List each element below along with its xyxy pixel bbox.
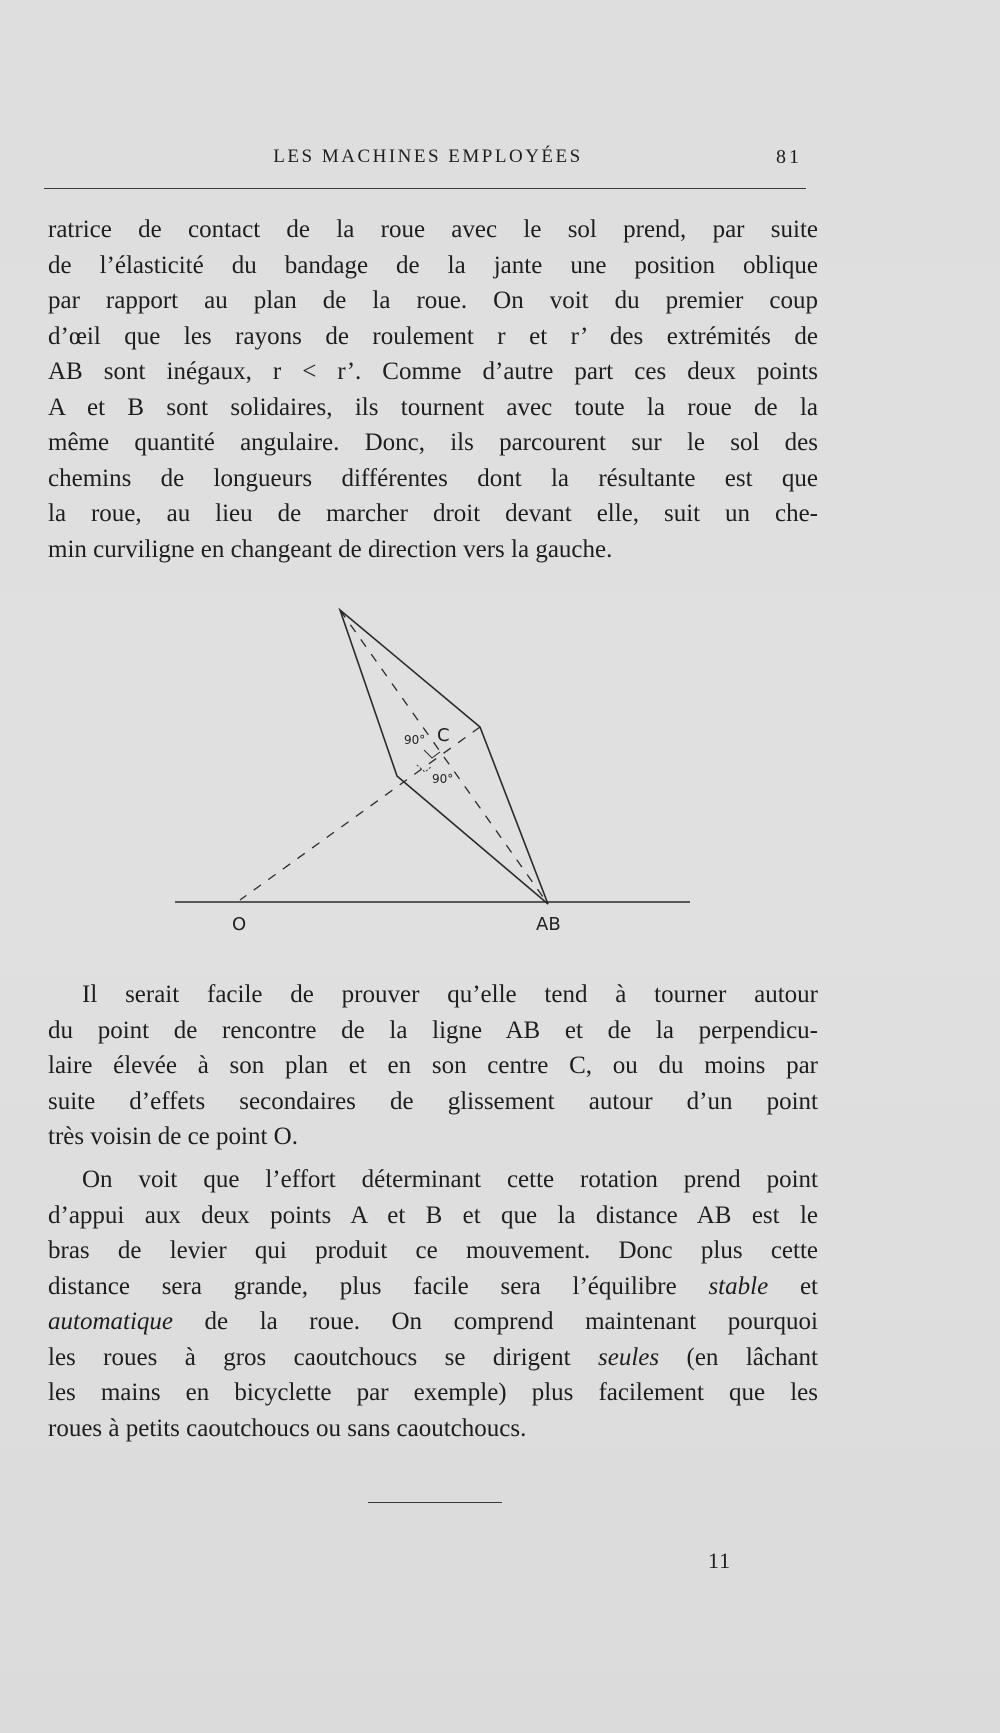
paragraph-1 (48, 212, 818, 567)
text-line: très voisin de ce point O. (48, 1123, 298, 1150)
emphasis-automatique: automatique (48, 1308, 173, 1335)
dashed-perpendicular (240, 727, 480, 900)
text-line: par rapport au plan de la roue. On voit du premier coup (48, 287, 818, 314)
text-line: bras de levier qui produit ce mouvement. Donc plus cette (48, 1237, 818, 1264)
paragraph-2 (48, 977, 818, 1155)
emphasis-stable: stable (708, 1272, 769, 1300)
text-line (48, 1340, 818, 1376)
text-line: min curviligne en changeant de direction vers la gauche. (48, 535, 613, 563)
text-run: distance sera grande, plus facile sera l’équilibre (48, 1272, 709, 1300)
angle-label: 90° (404, 733, 426, 747)
label-ab: AB (536, 914, 561, 935)
text-line: d’œil que les rayons de roulement r et r’ des extrémités de (48, 322, 818, 350)
geometric-figure (170, 600, 700, 940)
text-line (48, 1269, 818, 1305)
text-line: ratrice de contact de la roue avec le sol prend, par suite (48, 216, 818, 243)
signature-mark: 11 (708, 1548, 732, 1573)
text-line: AB sont inégaux, r < r’. Comme d’autre part ces deux points (48, 358, 818, 385)
section-end-rule (368, 1502, 502, 1503)
page-number: 81 (776, 146, 802, 168)
text-line: laire élevée à son plan et en son centre C, ou du moins par (48, 1052, 818, 1079)
text-line: suite d’effets secondaires de glissement autour d’un point (48, 1087, 818, 1115)
text-run: les roues à gros caoutchoucs se dirigent (48, 1343, 598, 1371)
text-line: Il serait facile de prouver qu’elle tend à tourner autour (82, 981, 818, 1008)
text-line: les mains en bicyclette par exemple) plus facilement que les (48, 1379, 818, 1406)
text-line: roues à petits caoutchoucs ou sans caoutchoucs. (48, 1414, 527, 1442)
label-o: O (232, 914, 247, 935)
angle-label: 90° (432, 772, 454, 786)
dashed-axis (340, 610, 548, 904)
paragraph-3 (48, 1162, 818, 1446)
running-title: LES MACHINES EMPLOYÉES (273, 146, 583, 167)
text-line: chemins de longueurs différentes dont la résultante est que (48, 464, 818, 492)
text-run: de la roue. On comprend maintenant pourquoi (173, 1308, 818, 1335)
text-line: même quantité angulaire. Donc, ils parcourent sur le sol des (48, 429, 818, 456)
text-line: On voit que l’effort déterminant cette rotation prend point (82, 1166, 818, 1193)
header-rule (44, 188, 806, 189)
text-run: (en lâchant (659, 1343, 819, 1371)
text-line: d’appui aux deux points A et B et que la distance AB est le (48, 1201, 818, 1229)
running-head (48, 146, 808, 176)
right-angle-mark (424, 750, 440, 758)
emphasis-seules: seules (598, 1343, 660, 1371)
text-run: et (768, 1272, 818, 1300)
text-line: la roue, au lieu de marcher droit devant elle, suit un che- (48, 500, 818, 527)
text-line: de l’élasticité du bandage de la jante une position oblique (48, 251, 818, 279)
text-line: A et B sont solidaires, ils tournent avec toute la roue de la (48, 393, 818, 421)
text-line: du point de rencontre de la ligne AB et de la perpendicu- (48, 1016, 818, 1044)
label-c: C (437, 725, 450, 746)
text-line (48, 1304, 818, 1340)
